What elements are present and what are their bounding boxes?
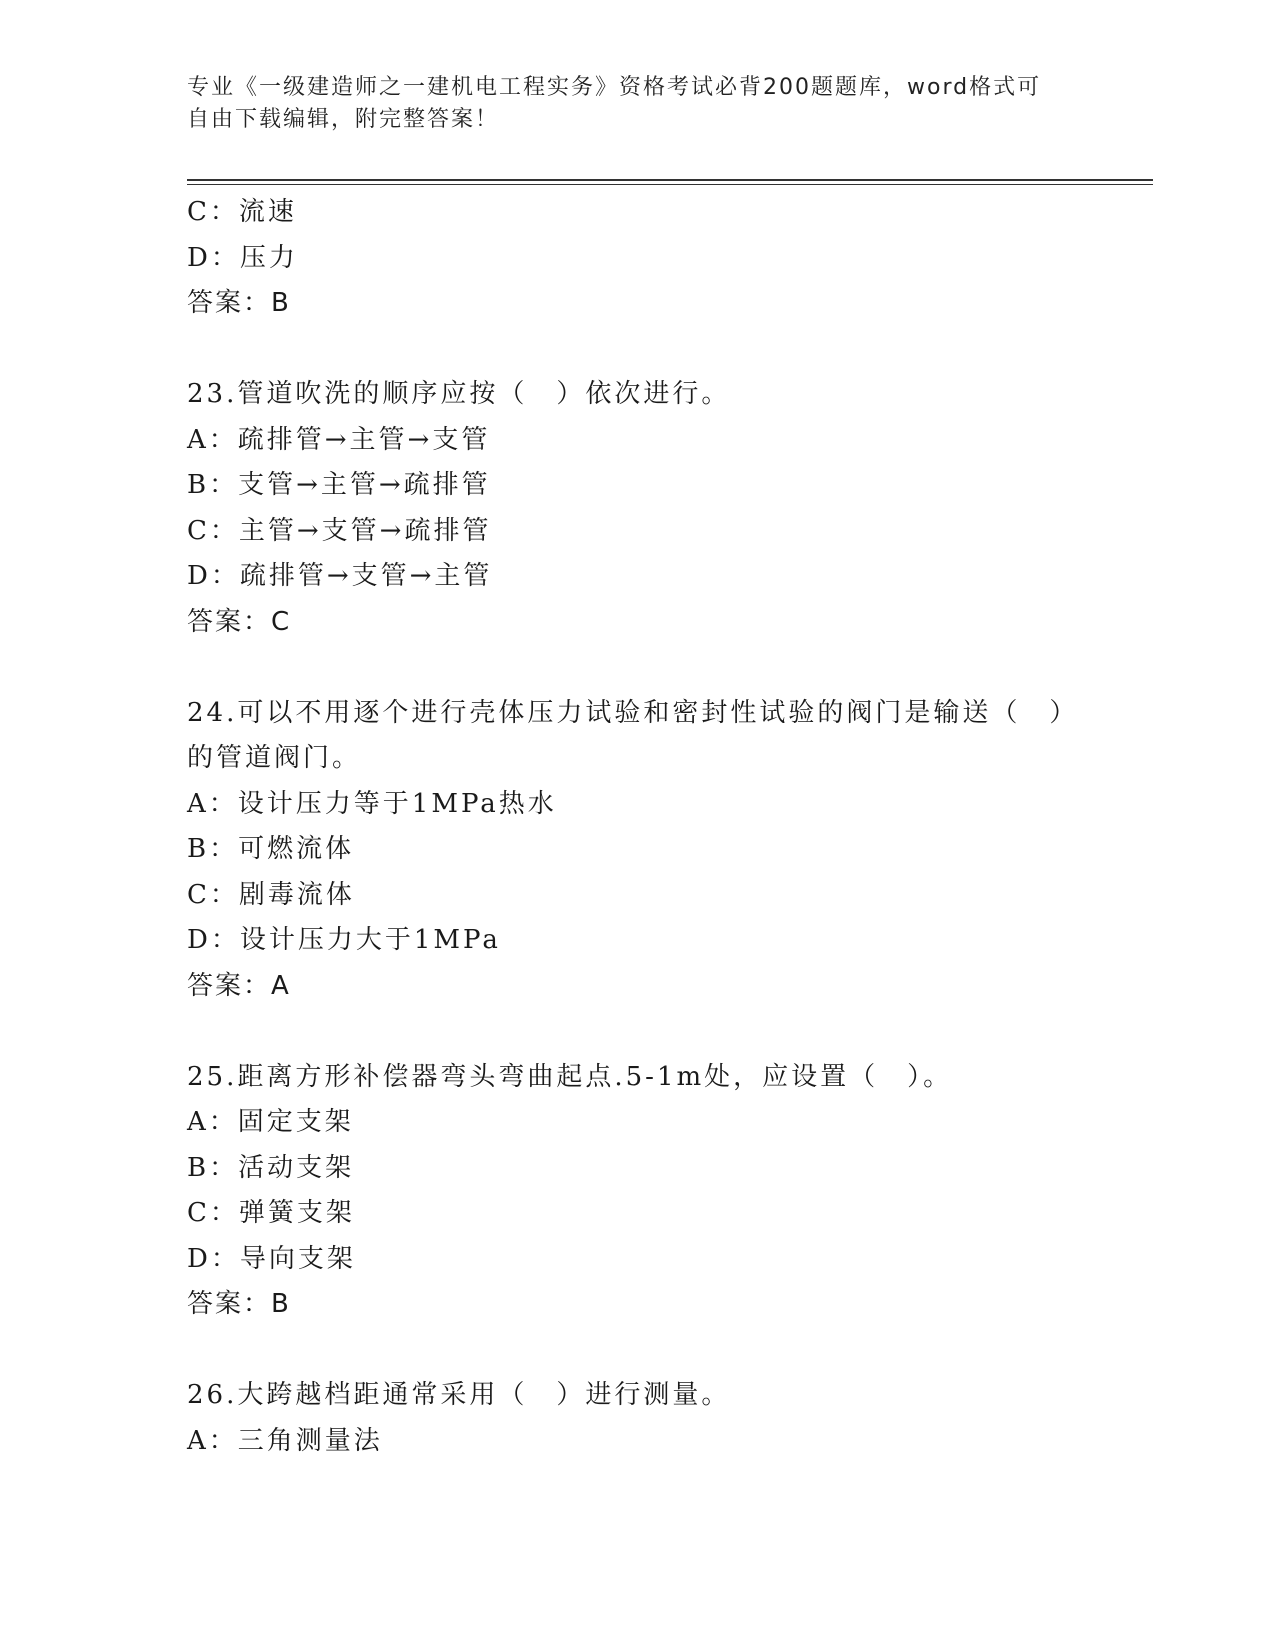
option-d: D：疏排管→支管→主管 <box>187 561 493 591</box>
question-gap <box>187 1009 1087 1055</box>
question-stem: 26.大跨越档距通常采用（ ）进行测量。 <box>187 1380 731 1410</box>
question-stem-continued: 的管道阀门。 <box>187 743 362 773</box>
option-a: A：设计压力等于1MPa热水 <box>187 788 557 819</box>
option-a: A：三角测量法 <box>187 1425 383 1456</box>
answer-line: 答案：C <box>187 606 292 637</box>
question-gap <box>187 1328 1087 1374</box>
document-header <box>187 72 1087 136</box>
answer-line: 答案：B <box>187 288 291 318</box>
question-23 <box>187 372 1087 645</box>
question-22-continued <box>187 190 1087 327</box>
option-b: B：活动支架 <box>187 1152 355 1183</box>
question-24 <box>187 691 1087 1010</box>
question-stem: 25.距离方形补偿器弯头弯曲起点.5-1m处，应设置（ ）。 <box>187 1061 953 1092</box>
question-stem: 23.管道吹洗的顺序应按（ ）依次进行。 <box>187 379 731 409</box>
option-a: A：固定支架 <box>187 1107 354 1137</box>
question-25 <box>187 1055 1087 1328</box>
option-d: D：设计压力大于1MPa <box>187 925 501 955</box>
option-d: D：压力 <box>187 242 298 273</box>
header-line-2: 自由下载编辑，附完整答案！ <box>187 107 500 132</box>
option-c: C：弹簧支架 <box>187 1198 355 1228</box>
option-d: D：导向支架 <box>187 1243 356 1274</box>
header-divider <box>187 179 1153 181</box>
document-body <box>187 190 1087 1464</box>
option-a: A：疏排管→主管→支管 <box>187 424 491 455</box>
answer-line: 答案：A <box>187 970 291 1001</box>
option-c: C：剧毒流体 <box>187 879 355 910</box>
question-stem: 24.可以不用逐个进行壳体压力试验和密封性试验的阀门是输送（ ） <box>187 697 1079 728</box>
header-line-1: 专业《一级建造师之一建机电工程实务》资格考试必背200题题库，word格式可 <box>187 75 1042 100</box>
option-b: B：支管→主管→疏排管 <box>187 470 491 500</box>
question-gap <box>187 645 1087 691</box>
option-c: C：主管→支管→疏排管 <box>187 515 492 546</box>
header-divider-thin <box>187 184 1153 185</box>
option-b: B：可燃流体 <box>187 834 355 864</box>
answer-line: 答案：B <box>187 1289 291 1319</box>
question-26 <box>187 1373 1087 1464</box>
option-c: C：流速 <box>187 197 297 227</box>
question-gap <box>187 327 1087 373</box>
